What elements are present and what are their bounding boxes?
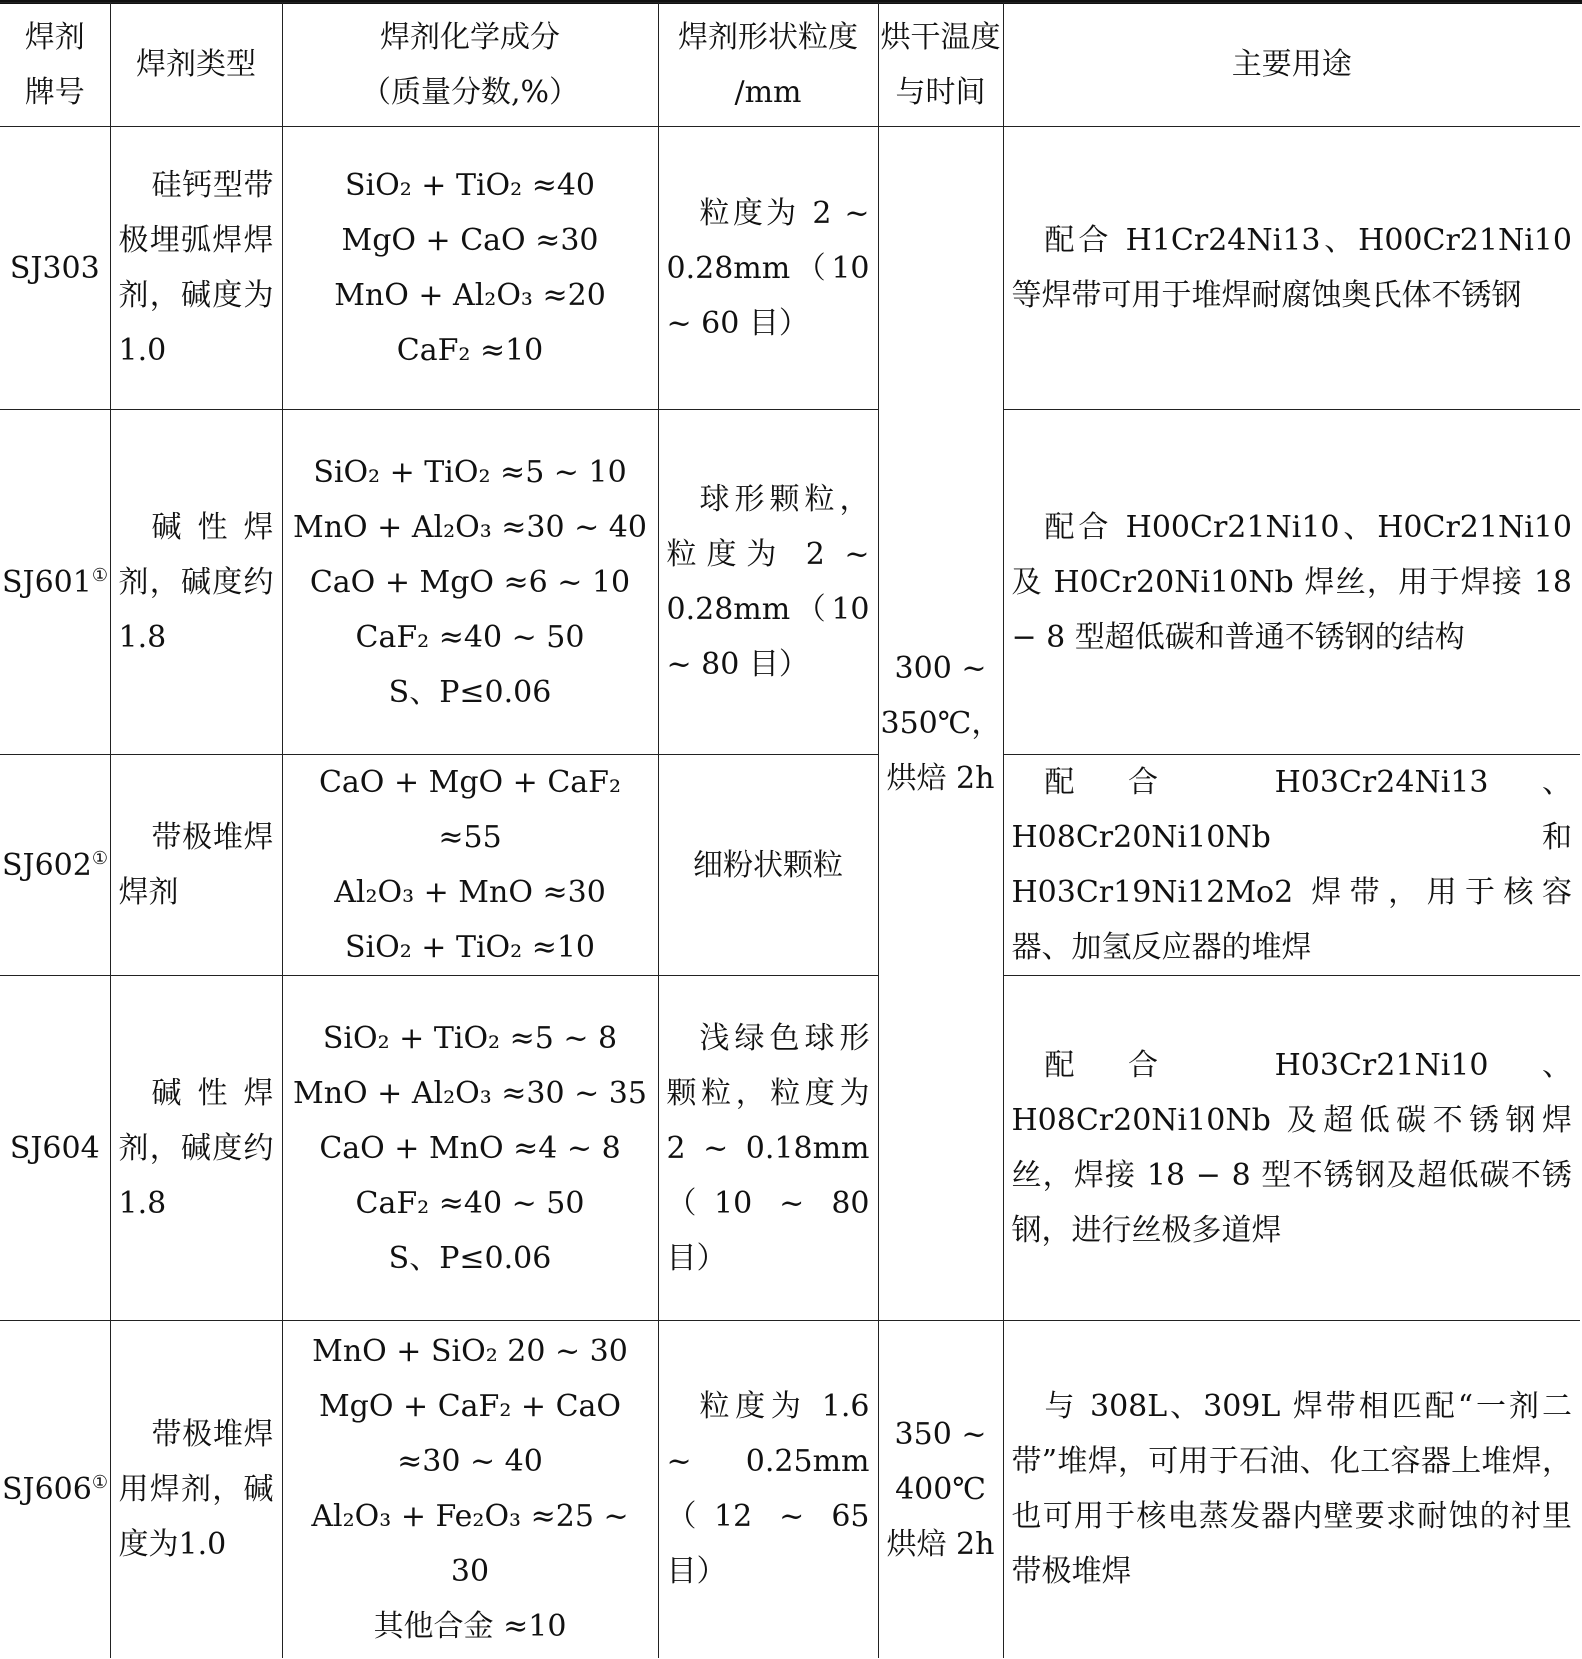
composition-line: CaF₂ ≈40 ~ 50 <box>355 619 585 655</box>
composition-line: MnO + Al₂O₃ ≈30 ~ 40 <box>293 509 647 545</box>
composition-line: MnO + Al₂O₃ ≈30 ~ 35 <box>293 1075 647 1111</box>
composition-line: 其他合金 ≈10 <box>373 1609 567 1645</box>
grade-cell <box>0 410 110 755</box>
footnote-mark: ① <box>91 1471 108 1493</box>
composition-line: SiO₂ + TiO₂ ≈10 <box>344 930 596 965</box>
use-cell: 与 308L、309L 焊带相匹配“一剂二带”堆焊，可用于石油、化工容器上堆焊，也可用于核电蒸发器内壁要求耐蚀的衬里带极堆焊 <box>1003 1321 1580 1658</box>
header-row <box>0 3 1580 127</box>
composition-line: CaO + MgO + CaF₂ ≈55 <box>318 765 622 855</box>
header-grade: 焊剂 牌号 <box>0 3 110 127</box>
size-cell: 球形颗粒，粒度为 2 ~ 0.28mm（10 ~ 80 目） <box>658 410 878 755</box>
composition-line: MnO + Al₂O₃ ≈20 <box>334 278 606 313</box>
use-cell: 配合 H03Cr21Ni10、H08Cr20Ni10Nb 及超低碳不锈钢焊丝，焊接 18 − 8 型不锈钢及超低碳不锈钢，进行丝极多道焊 <box>1003 976 1580 1321</box>
composition-cell <box>282 410 658 755</box>
type-cell: 硅钙型带极埋弧焊焊剂，碱度为1.0 <box>110 127 282 410</box>
grade-cell <box>0 127 110 410</box>
composition-cell <box>282 1321 658 1658</box>
type-cell: 带极堆焊用焊剂，碱度为1.0 <box>110 1321 282 1658</box>
composition-line: SiO₂ + TiO₂ ≈40 <box>344 168 596 203</box>
grade-code: SJ604 <box>9 1130 100 1166</box>
type-cell: 带极堆焊焊剂 <box>110 755 282 976</box>
composition-cell <box>282 976 658 1321</box>
grade-code: SJ303 <box>9 250 100 286</box>
flux-table <box>0 2 1580 1658</box>
type-cell: 碱性焊剂，碱度约1.8 <box>110 976 282 1321</box>
composition-line: MgO + CaO ≈30 <box>341 223 599 258</box>
grade-cell <box>0 976 110 1321</box>
use-cell: 配合 H03Cr24Ni13、H08Cr20Ni10Nb 和 H03Cr19Ni12Mo2 焊带，用于核容器、加氢反应器的堆焊 <box>1003 755 1580 976</box>
header-type: 焊剂类型 <box>110 3 282 127</box>
composition-line: CaF₂ ≈40 ~ 50 <box>355 1185 585 1221</box>
header-composition: 焊剂化学成分 （质量分数,%） <box>282 3 658 127</box>
composition-line: S、P≤0.06 <box>388 1240 552 1276</box>
table-row <box>0 976 1580 1321</box>
table-row <box>0 127 1580 410</box>
composition-line: CaO + MgO ≈6 ~ 10 <box>309 564 631 600</box>
grade-code: SJ606 <box>2 1471 92 1507</box>
size-cell: 粒度为 2 ~ 0.28mm（10 ~ 60 目） <box>658 127 878 410</box>
header-size: 焊剂形状粒度 /mm <box>658 3 878 127</box>
composition-line: MnO + SiO₂ 20 ~ 30 <box>312 1334 628 1370</box>
footnote-mark: ① <box>91 564 108 586</box>
drying-cell: 300 ~ 350℃，烘焙 2h <box>878 127 1003 1321</box>
composition-line: Al₂O₃ + MnO ≈30 <box>334 875 606 910</box>
grade-cell <box>0 1321 110 1658</box>
composition-line: Al₂O₃ + Fe₂O₃ ≈25 ~ 30 <box>311 1499 629 1590</box>
composition-line: SiO₂ + TiO₂ ≈5 ~ 8 <box>322 1020 618 1056</box>
size-cell: 细粉状颗粒 <box>658 755 878 976</box>
grade-cell <box>0 755 110 976</box>
composition-cell <box>282 755 658 976</box>
table-row <box>0 755 1580 976</box>
use-cell: 配合 H00Cr21Ni10、H0Cr21Ni10 及 H0Cr20Ni10Nb 焊丝，用于焊接 18 − 8 型超低碳和普通不锈钢的结构 <box>1003 410 1580 755</box>
size-cell: 粒度为 1.6 ~ 0.25mm（12 ~ 65 目） <box>658 1321 878 1658</box>
footnote-mark: ① <box>91 847 108 869</box>
composition-line: CaO + MnO ≈4 ~ 8 <box>319 1130 621 1166</box>
table-row <box>0 1321 1580 1658</box>
use-cell: 配合 H1Cr24Ni13、H00Cr21Ni10 等焊带可用于堆焊耐腐蚀奥氏体不锈钢 <box>1003 127 1580 410</box>
drying-cell: 350 ~ 400℃ 烘焙 2h <box>878 1321 1003 1658</box>
composition-line: CaF₂ ≈10 <box>396 333 544 368</box>
composition-line: SiO₂ + TiO₂ ≈5 ~ 10 <box>313 454 627 490</box>
composition-cell <box>282 127 658 410</box>
type-cell: 碱性焊剂，碱度约1.8 <box>110 410 282 755</box>
header-use: 主要用途 <box>1003 3 1580 127</box>
table-row <box>0 410 1580 755</box>
size-cell: 浅绿色球形颗粒，粒度为 2 ~ 0.18mm（10 ~ 80 目） <box>658 976 878 1321</box>
header-drying: 烘干温度 与时间 <box>878 3 1003 127</box>
composition-line: S、P≤0.06 <box>388 674 552 710</box>
composition-line: MgO + CaF₂ + CaO ≈30 ~ 40 <box>318 1389 622 1480</box>
grade-code: SJ601 <box>2 564 92 600</box>
grade-code: SJ602 <box>2 847 92 883</box>
